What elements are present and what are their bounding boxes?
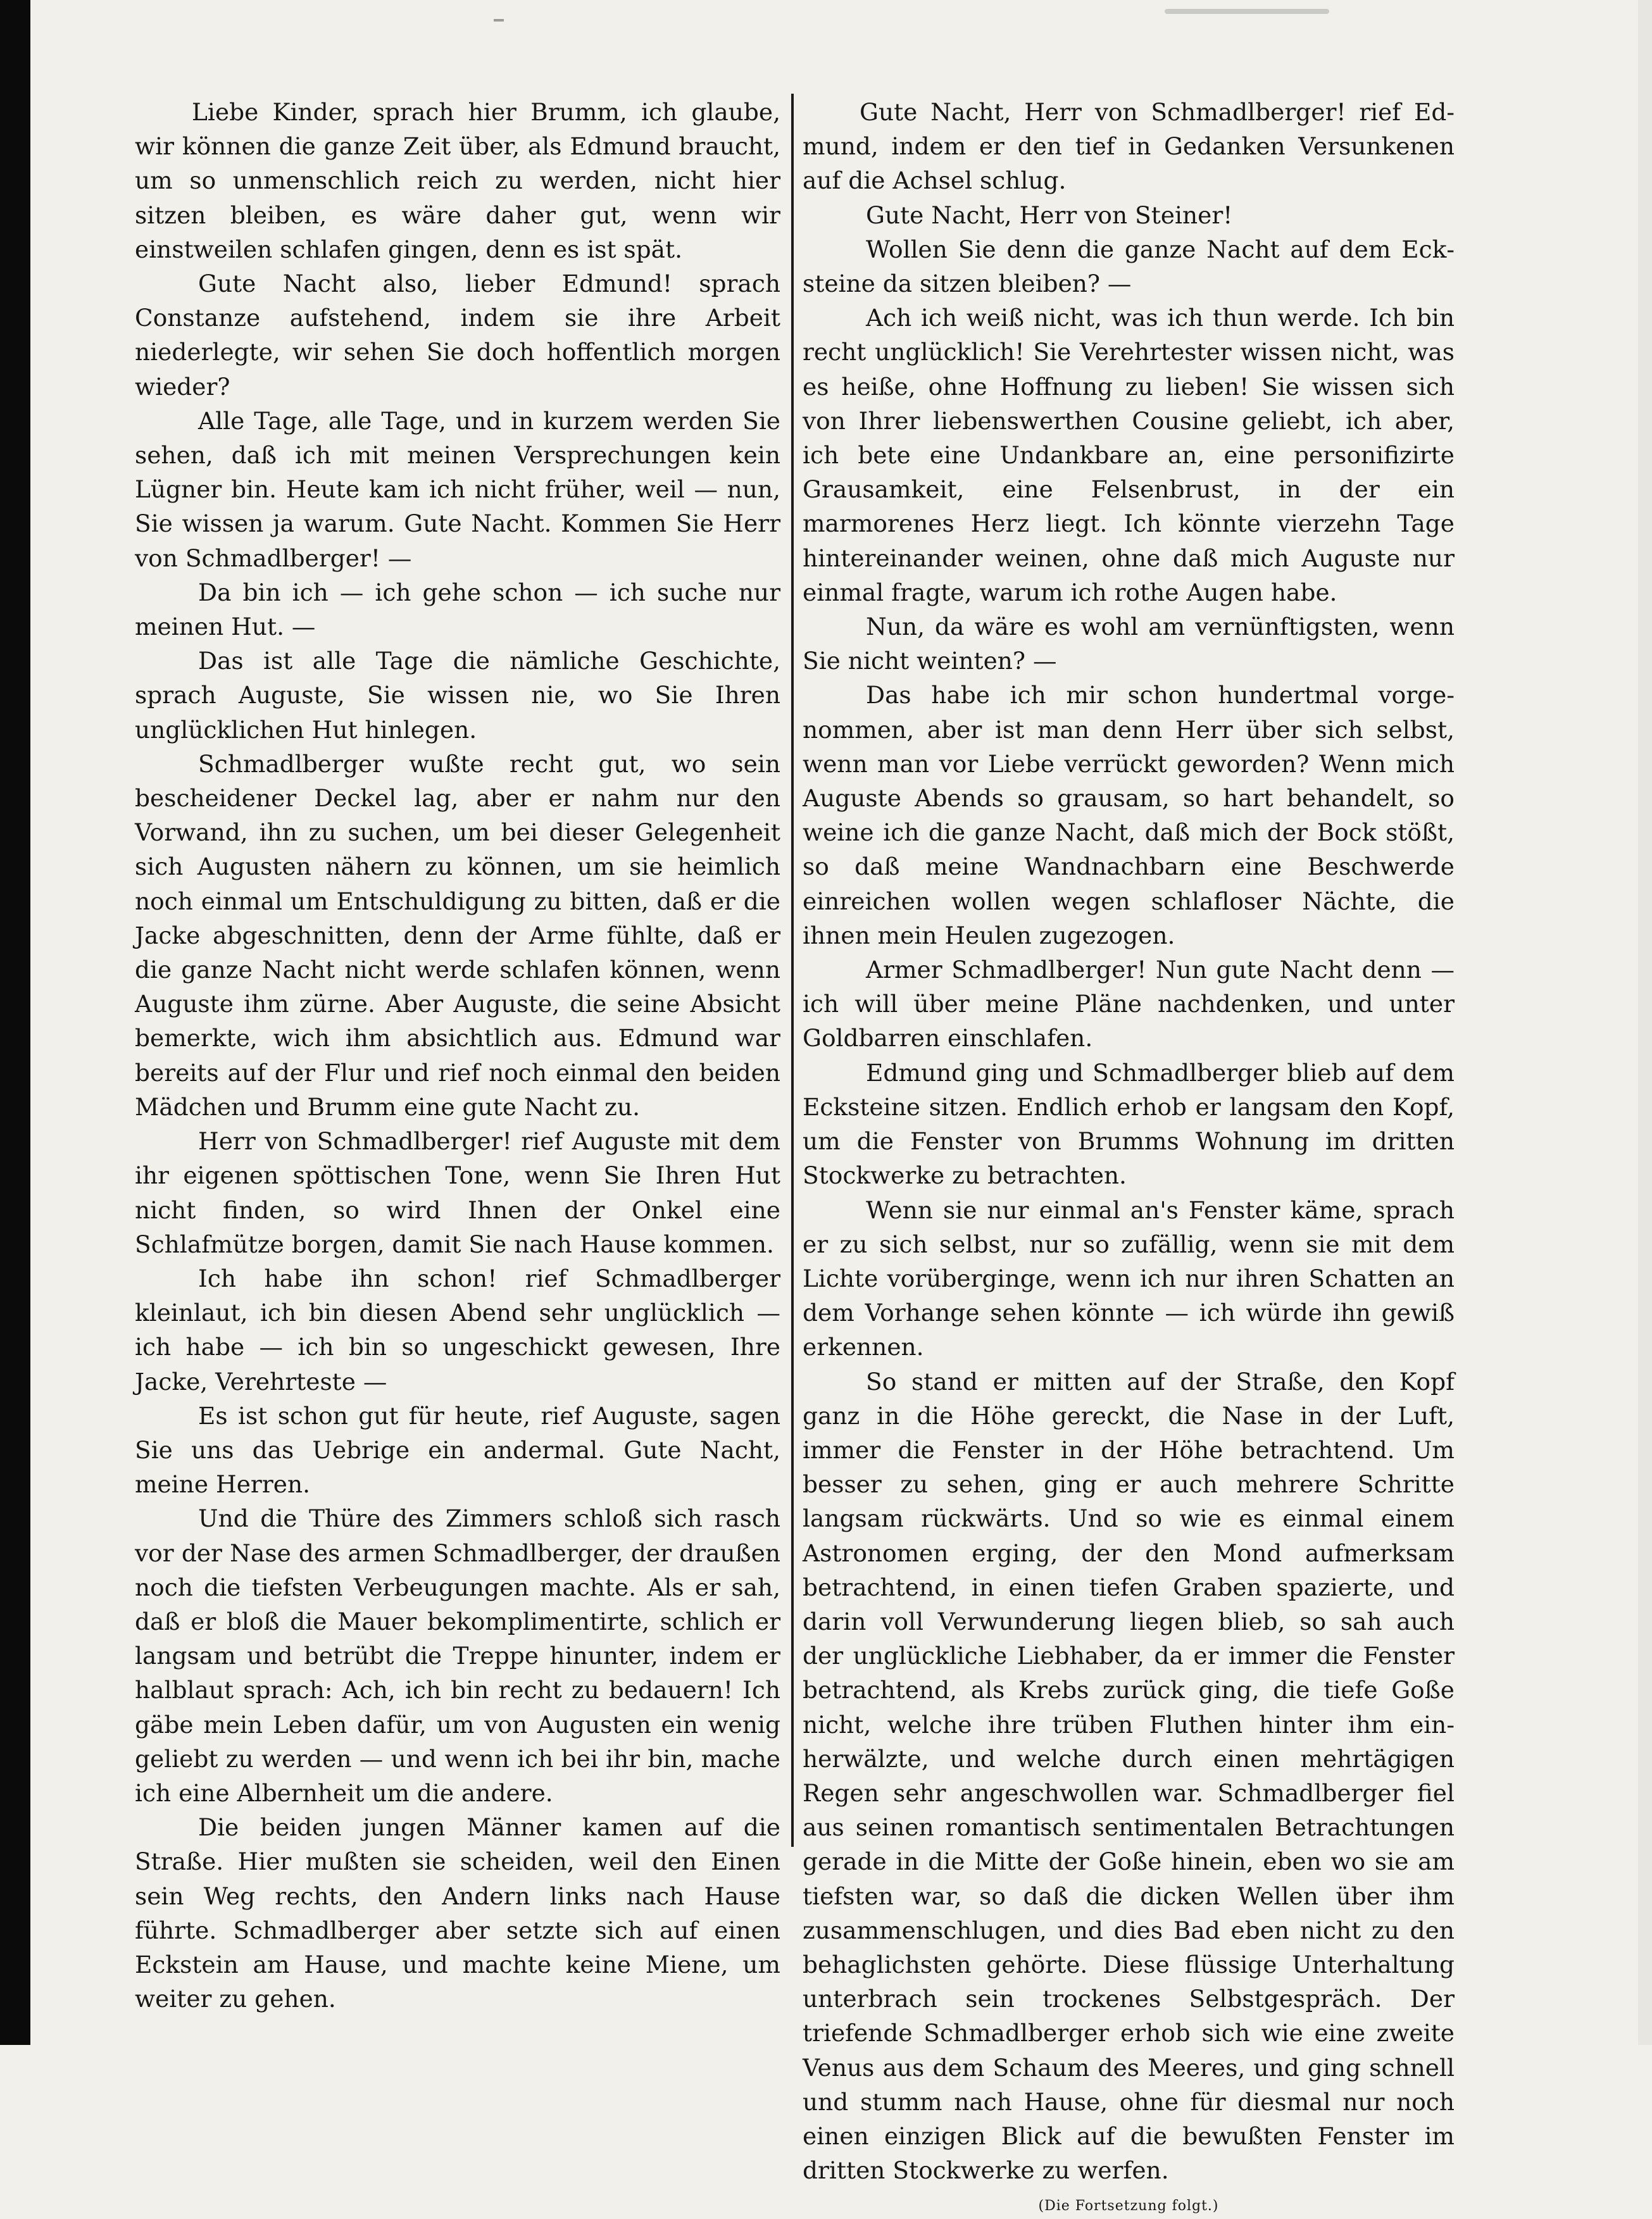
paragraph: Ach ich weiß nicht, was ich thun werde. Ich bin recht unglücklich! Sie Verehrtester wissen nicht, was es heiße, ohne Hoffnung zu lieben! Sie wissen sich von Ihrer liebenswerthen Cousine geliebt, ich aber, ich bete eine Undankbare an, eine personifizirte Grausamkeit, eine Felsenbrust, in der ein marmorenes Herz liegt. Ich könnte vierzehn Tage hintereinander weinen, ohne daß mich Auguste nur einmal fragte, warum ich rothe Augen habe. bbox=[803, 304, 1455, 606]
left-text-column bbox=[135, 95, 780, 2016]
paragraph: Und die Thüre des Zimmers schloß sich rasch vor der Nase des armen Schmadlberger, der draußen noch die tiefsten Verbeugungen machte. Als er sah, daß er bloß die Mauer bekomplimentirte, schlich er langsam und betrübt die Treppe hinunter, indem er halblaut sprach: Ach, ich bin recht zu bedauern! Ich gäbe mein Leben dafür, um von Augusten ein wenig geliebt zu werden — und wenn ich bei ihr bin, mache ich eine Albernheit um die andere. bbox=[135, 1504, 780, 1807]
paragraph: Das habe ich mir schon hundertmal vorgenommen, aber ist man denn Herr über sich selbst, wenn man vor Liebe verrückt geworden? Wenn mich Auguste Abends so grausam, so hart behandelt, so weine ich die ganze Nacht, daß mich der Bock stößt, so daß meine Wandnachbarn eine Beschwerde einreichen wollen wegen schlafloser Nächte, die ihnen mein Heulen zugezogen. bbox=[803, 681, 1455, 949]
paragraph: Edmund ging und Schmadlberger blieb auf dem Ecksteine sitzen. Endlich erhob er langsam den Kopf, um die Fenster von Brumms Wohnung im dritten Stockwerke zu betrachten. bbox=[803, 1058, 1455, 1190]
paragraph: Liebe Kinder, sprach hier Brumm, ich glaube, wir können die ganze Zeit über, als Edmund braucht, um so unmenschlich reich zu werden, nicht hier sitzen bleiben, es wäre daher gut, wenn wir einstweilen schlafen gingen, denn es ist spät. bbox=[135, 98, 780, 263]
paragraph: Schmadlberger wußte recht gut, wo sein bescheidener Deckel lag, aber er nahm nur den Vorwand, ihn zu suchen, um bei dieser Gelegenheit sich Augusten nähern zu können, um sie heimlich noch einmal um Entschuldigung zu bitten, daß er die Jacke abgeschnitten, denn der Arme fühlte, daß er die ganze Nacht nicht werde schlafen können, wenn Auguste ihm zürne. Aber Auguste, die seine Absicht bemerkte, wich ihm absichtlich aus. Edmund war bereits auf der Flur und rief noch einmal den beiden Mädchen und Brumm eine gute Nacht zu. bbox=[135, 749, 780, 1121]
paragraph: Es ist schon gut für heute, rief Auguste, sagen Sie uns das Uebrige ein andermal. Gute Nacht, meine Herren. bbox=[135, 1401, 780, 1499]
paragraph: Die beiden jungen Männer kamen auf die Straße. Hier mußten sie scheiden, weil den Einen sein Weg rechts, den Andern links nach Hause führte. Schmadlberger aber setzte sich auf einen Eckstein am Hause, und machte keine Miene, um weiter zu gehen. bbox=[135, 1813, 780, 2013]
paragraph: Gute Nacht, Herr von Schmadlberger! rief Edmund, indem er den tief in Gedanken Versunkenen auf die Achsel schlug. bbox=[803, 98, 1455, 195]
scan-mark bbox=[494, 19, 504, 22]
scan-binding-edge bbox=[0, 0, 30, 2045]
paragraph: Alle Tage, alle Tage, und in kurzem werden Sie sehen, daß ich mit meinen Versprechungen kein Lügner bin. Heute kam ich nicht früher, weil — nun, Sie wissen ja warum. Gute Nacht. Kommen Sie Herr von Schmadlberger! — bbox=[135, 406, 780, 572]
paragraph: So stand er mitten auf der Straße, den Kopf ganz in die Höhe gereckt, die Nase in der Luft, immer die Fenster in der Höhe betrachtend. Um besser zu sehen, ging er auch mehrere Schritte langsam rückwärts. Und so wie es einmal einem Astronomen erging, der den Mond aufmerksam betrachtend, in einen tiefen Graben spazierte, und darin voll Verwunderung liegen blieb, so sah auch der unglückliche Liebhaber, da er immer die Fenster betrachtend, als Krebs zurück ging, die tiefe Goße nicht, welche ihre trüben Fluthen hinter ihm einherwälzte, und welche durch einen mehrtägigen Regen sehr angeschwollen war. Schmadlberger fiel aus seinen romantisch sentimentalen Betrachtungen gerade in die Mitte der Goße hinein, eben wo sie am tiefsten war, so daß die dicken Wellen über ihm zusammenschlugen, und dies Bad eben nicht zu den behaglichsten gehörte. Diese flüssige Unterhaltung unterbrach sein trockenes Selbstgespräch. Der triefende Schmadlberger erhob sich wie eine zweite Venus aus dem Schaum des Meeres, und ging schnell und stumm nach Hause, ohne für diesmal nur noch einen einzigen Blick auf die bewußten Fenster im dritten Stockwerke zu werfen. bbox=[803, 1367, 1455, 2185]
paragraph: Herr von Schmadlberger! rief Auguste mit dem ihr eigenen spöttischen Tone, wenn Sie Ihren Hut nicht finden, so wird Ihnen der Onkel eine Schlafmütze borgen, damit Sie nach Hause kommen. bbox=[135, 1127, 780, 1258]
paragraph: Das ist alle Tage die nämliche Geschichte, sprach Auguste, Sie wissen nie, wo Sie Ihren unglücklichen Hut hinlegen. bbox=[135, 647, 780, 744]
paragraph: Ich habe ihn schon! rief Schmadlberger kleinlaut, ich bin diesen Abend sehr unglücklich — ich habe — ich bin so ungeschickt gewesen, Ihre Jacke, Verehrteste — bbox=[135, 1264, 780, 1396]
paragraph: Armer Schmadlberger! Nun gute Nacht denn — ich will über meine Pläne nachdenken, und unter Goldbarren einschlafen. bbox=[803, 956, 1455, 1053]
paragraph: Da bin ich — ich gehe schon — ich suche nur meinen Hut. — bbox=[135, 578, 780, 641]
scan-page-margin bbox=[1638, 0, 1652, 2045]
right-text-column bbox=[803, 95, 1455, 2219]
continuation-note: (Die Fortsetzung folgt.) bbox=[1038, 2198, 1219, 2215]
paragraph: Gute Nacht also, lieber Edmund! sprach Constanze aufstehend, indem sie ihre Arbeit niederlegte, wir sehen Sie doch hoffentlich morgen wieder? bbox=[135, 270, 780, 401]
paragraph: Gute Nacht, Herr von Steiner! bbox=[866, 201, 1233, 229]
paragraph: Nun, da wäre es wohl am vernünftigsten, wenn Sie nicht weinten? — bbox=[803, 613, 1455, 675]
paragraph: Wollen Sie denn die ganze Nacht auf dem Ecksteine da sitzen bleiben? — bbox=[803, 235, 1455, 298]
scan-smudge bbox=[1165, 9, 1329, 14]
column-divider bbox=[791, 94, 794, 1847]
paragraph: Wenn sie nur einmal an's Fenster käme, sprach er zu sich selbst, nur so zufällig, wenn sie mit dem Lichte vorüberginge, wenn ich nur ihren Schatten an dem Vorhange sehen könnte — ich würde ihn gewiß erkennen. bbox=[803, 1196, 1455, 1361]
